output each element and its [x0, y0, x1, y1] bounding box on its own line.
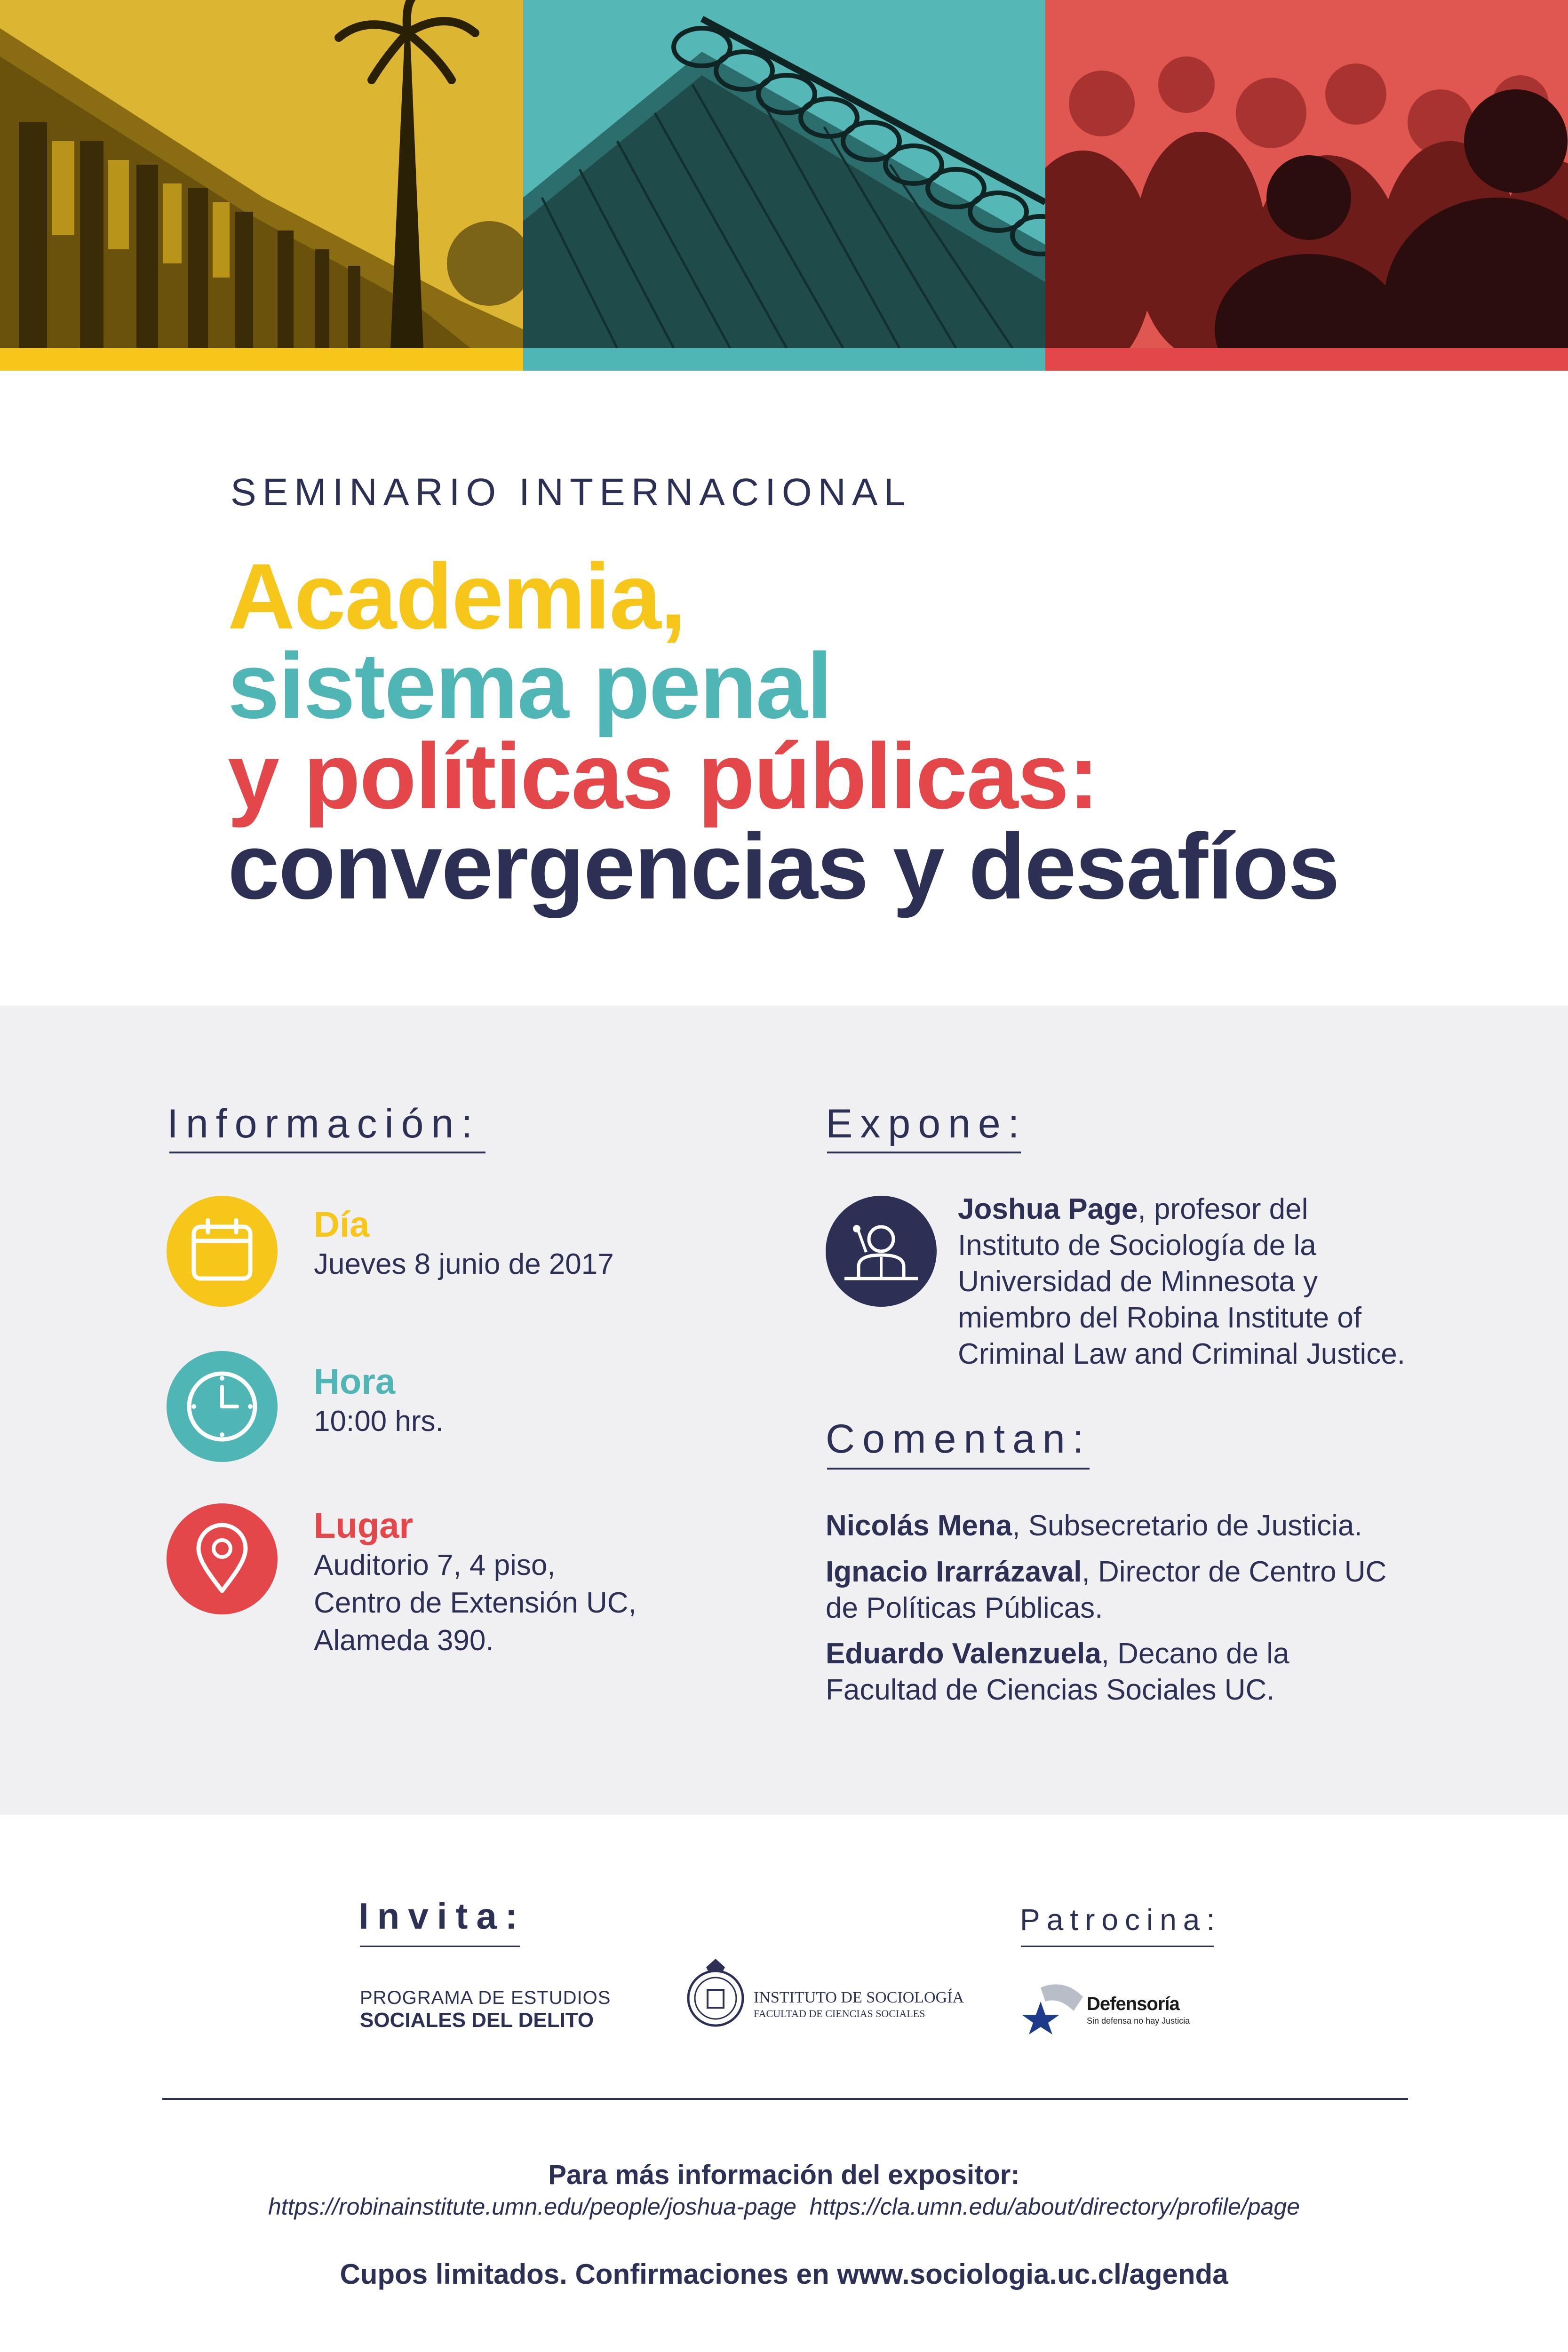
- comentan-heading: Comentan:: [826, 1416, 1091, 1462]
- clock-icon: [167, 1351, 278, 1462]
- comentan-role-2-line-2: de Políticas Públicas.: [826, 1592, 1103, 1624]
- header-photo-fence: [523, 0, 1045, 348]
- expone-bio-line-4: miembro del Robina Institute of: [958, 1302, 1362, 1334]
- title-line-2: sistema penal: [228, 634, 832, 738]
- expone-name: Joshua Page: [958, 1193, 1138, 1225]
- expone-heading: Expone:: [826, 1101, 1027, 1146]
- info-time-value: 10:00 hrs.: [314, 1405, 444, 1438]
- title-line-4: convergencias y desafíos: [228, 814, 1339, 918]
- comentan-heading-underline: [827, 1468, 1090, 1470]
- comentan-person-3: [826, 1636, 1289, 1672]
- info-heading: Información:: [167, 1101, 480, 1146]
- footer-divider: [162, 2098, 1408, 2100]
- comentan-role-3: , Decano de la: [1101, 1637, 1289, 1670]
- invita-heading: Invita:: [358, 1895, 526, 1937]
- info-place-label: Lugar: [314, 1506, 414, 1546]
- comentan-person-1: [826, 1508, 1362, 1544]
- defensoria-logo-tag: Sin defensa no hay Justicia: [1087, 2016, 1190, 2026]
- info-time-label: Hora: [314, 1362, 396, 1402]
- title-line-1: Academia,: [228, 544, 685, 648]
- invita-heading-underline: [360, 1946, 520, 1947]
- cla-link[interactable]: https://cla.umn.edu/about/directory/profile/page: [809, 2193, 1300, 2220]
- info-day-label: Día: [314, 1205, 370, 1245]
- info-place-line-2: Centro de Extensión UC,: [314, 1587, 637, 1619]
- header-photo-crowd: [1045, 0, 1568, 348]
- info-heading-underline: [169, 1152, 486, 1153]
- header-stripe-teal: [523, 348, 1045, 371]
- calendar-icon: [167, 1196, 278, 1307]
- programa-logo-line-2: SOCIALES DEL DELITO: [360, 2009, 594, 2032]
- more-info-title: Para más información del expositor:: [548, 2160, 1020, 2190]
- expone-bio-line-3: Universidad de Minnesota y: [958, 1265, 1318, 1298]
- header-stripe-yellow: [0, 348, 523, 371]
- defensoria-logo-name: Defensoría: [1087, 1994, 1179, 2014]
- info-day-value: Jueves 8 junio de 2017: [314, 1248, 614, 1280]
- seminar-kicker: SEMINARIO INTERNACIONAL: [231, 471, 912, 514]
- location-pin-icon: [167, 1503, 278, 1614]
- expone-heading-underline: [827, 1152, 1021, 1153]
- expone-bio-text-1: , profesor del: [1138, 1193, 1308, 1225]
- instituto-logo-line-2: FACULTAD DE CIENCIAS SOCIALES: [754, 2008, 925, 2019]
- title-line-3: y políticas públicas:: [228, 724, 1098, 828]
- expone-bio-line-2: Instituto de Sociología de la: [958, 1229, 1316, 1262]
- comentan-person-2: [826, 1554, 1386, 1590]
- info-place-line-3: Alameda 390.: [314, 1624, 494, 1657]
- robina-link[interactable]: https://robinainstitute.umn.edu/people/joshua-page: [268, 2193, 796, 2220]
- defensoria-star-icon: [1022, 1978, 1083, 2034]
- comentan-role-3-line-2: Facultad de Ciencias Sociales UC.: [826, 1674, 1275, 1706]
- info-place-line-1: Auditorio 7, 4 piso,: [314, 1549, 556, 1581]
- programa-logo-line-1: PROGRAMA DE ESTUDIOS: [360, 1987, 611, 2008]
- header-photo-building: [0, 0, 523, 348]
- comentan-name-3: Eduardo Valenzuela: [826, 1637, 1101, 1670]
- cupos-line: Cupos limitados. Confirmaciones en www.sociologia.uc.cl/agenda: [340, 2258, 1228, 2290]
- expone-bio-line-1: [958, 1191, 1308, 1227]
- patrocina-heading-underline: [1021, 1946, 1214, 1947]
- header-stripe-red: [1045, 348, 1568, 371]
- comentan-role-2: , Director de Centro UC: [1082, 1556, 1387, 1588]
- patrocina-heading: Patrocina:: [1020, 1903, 1222, 1937]
- comentan-role-1: , Subsecretario de Justicia.: [1012, 1510, 1362, 1542]
- expone-bio-line-5: Criminal Law and Criminal Justice.: [958, 1338, 1405, 1370]
- more-info-links: [0, 2193, 1568, 2220]
- instituto-logo-line-1: INSTITUTO DE SOCIOLOGÍA: [754, 1989, 964, 2006]
- comentan-name-1: Nicolás Mena: [826, 1510, 1012, 1542]
- comentan-name-2: Ignacio Irarrázaval: [826, 1556, 1082, 1588]
- uc-seal-icon: [685, 1953, 746, 2038]
- speaker-icon: [826, 1196, 937, 1307]
